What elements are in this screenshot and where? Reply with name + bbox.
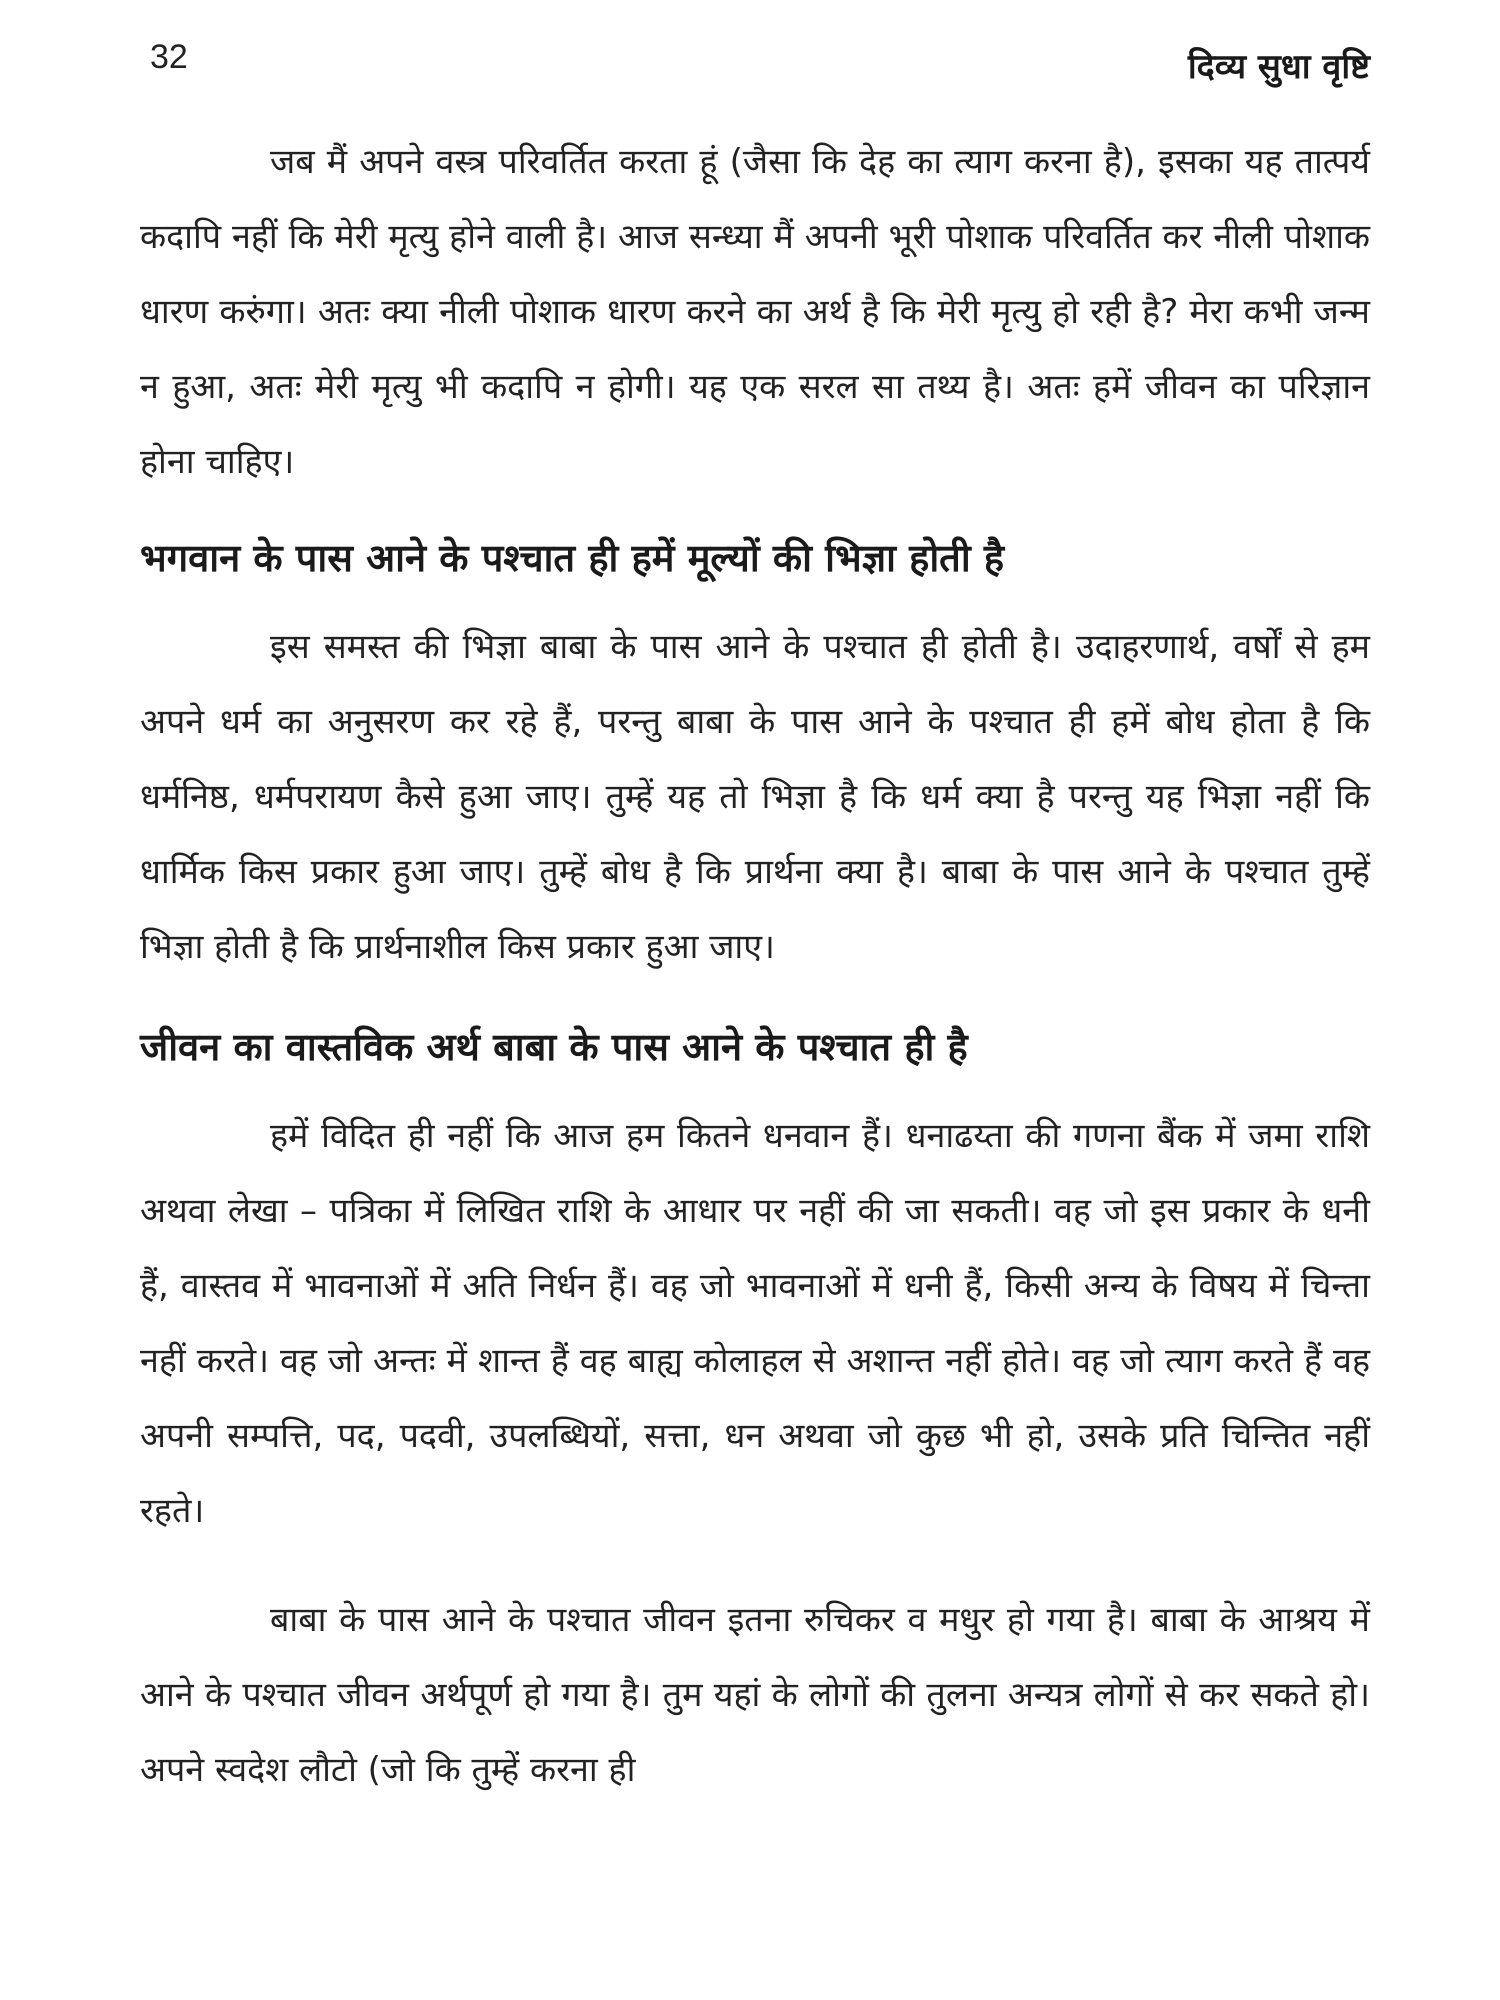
paragraph-1: जब मैं अपने वस्त्र परिवर्तित करता हूं (जैसा कि देह का त्याग करना है), इसका यह तात्पर्य कदापि नहीं कि मेरी मृत्यु होने वाली है। आज सन्ध्या मैं अपनी भूरी पोशाक परिवर्तित कर नीली पोशाक धारण करुंगा। अतः क्या नीली पोशाक धारण करने का अर्थ है कि मेरी मृत्यु हो रही है? मेरा कभी जन्म न हुआ, अतः मेरी मृत्यु भी कदापि न होगी। यह एक सरल सा तथ्य है। अतः हमें जीवन का परिज्ञान होना चाहिए। [140, 142, 1370, 482]
page-number: 32 [150, 38, 188, 76]
paragraph-3: हमें विदित ही नहीं कि आज हम कितने धनवान हैं। धनाढय्ता की गणना बैंक में जमा राशि अथवा लेखा – पत्रिका में लिखित राशि के आधार पर नहीं की जा सकती। वह जो इस प्रकार के धनी हैं, वास्तव में भावनाओं में अति निर्धन हैं। वह जो भावनाओं में धनी हैं, किसी अन्य के विषय में चिन्ता नहीं करते। वह जो अन्तः में शान्त हैं वह बाह्य कोलाहल से अशान्त नहीं होते। वह जो त्याग करते हैं वह अपनी सम्पत्ति, पद, पदवी, उपलब्धियों, सत्ता, धन अथवा जो कुछ भी हो, उसके प्रति चिन्तित नहीं रहते। [140, 1116, 1370, 1531]
paragraph-2: इस समस्त की भिज्ञा बाबा के पास आने के पश्चात ही होती है। उदाहरणार्थ, वर्षों से हम अपने धर्म का अनुसरण कर रहे हैं, परन्तु बाबा के पास आने के पश्चात ही हमें बोध होता है कि धर्मनिष्ठ, धर्मपरायण कैसे हुआ जाए। तुम्हें यह तो भिज्ञा है कि धर्म क्या है परन्तु यह भिज्ञा नहीं कि धार्मिक किस प्रकार हुआ जाए। तुम्हें बोध है कि प्रार्थना क्या है। बाबा के पास आने के पश्चात तुम्हें भिज्ञा होती है कि प्रार्थनाशील किस प्रकार हुआ जाए। [140, 627, 1370, 967]
page-content [140, 125, 1370, 1808]
paragraph-4: बाबा के पास आने के पश्चात जीवन इतना रुचिकर व मधुर हो गया है। बाबा के आश्रय में आने के पश्चात जीवन अर्थपूर्ण हो गया है। तुम यहां के लोगों की तुलना अन्यत्र लोगों से कर सकते हो। अपने स्वदेश लौटो (जो कि तुम्हें करना ही [140, 1600, 1370, 1790]
section-heading-2: जीवन का वास्तविक अर्थ बाबा के पास आने के पश्चात ही है [140, 1025, 968, 1069]
running-title: दिव्य सुधा वृष्टि [1187, 47, 1370, 87]
section-heading-1: भगवान के पास आने के पश्चात ही हमें मूल्यों की भिज्ञा होती है [140, 536, 1005, 580]
